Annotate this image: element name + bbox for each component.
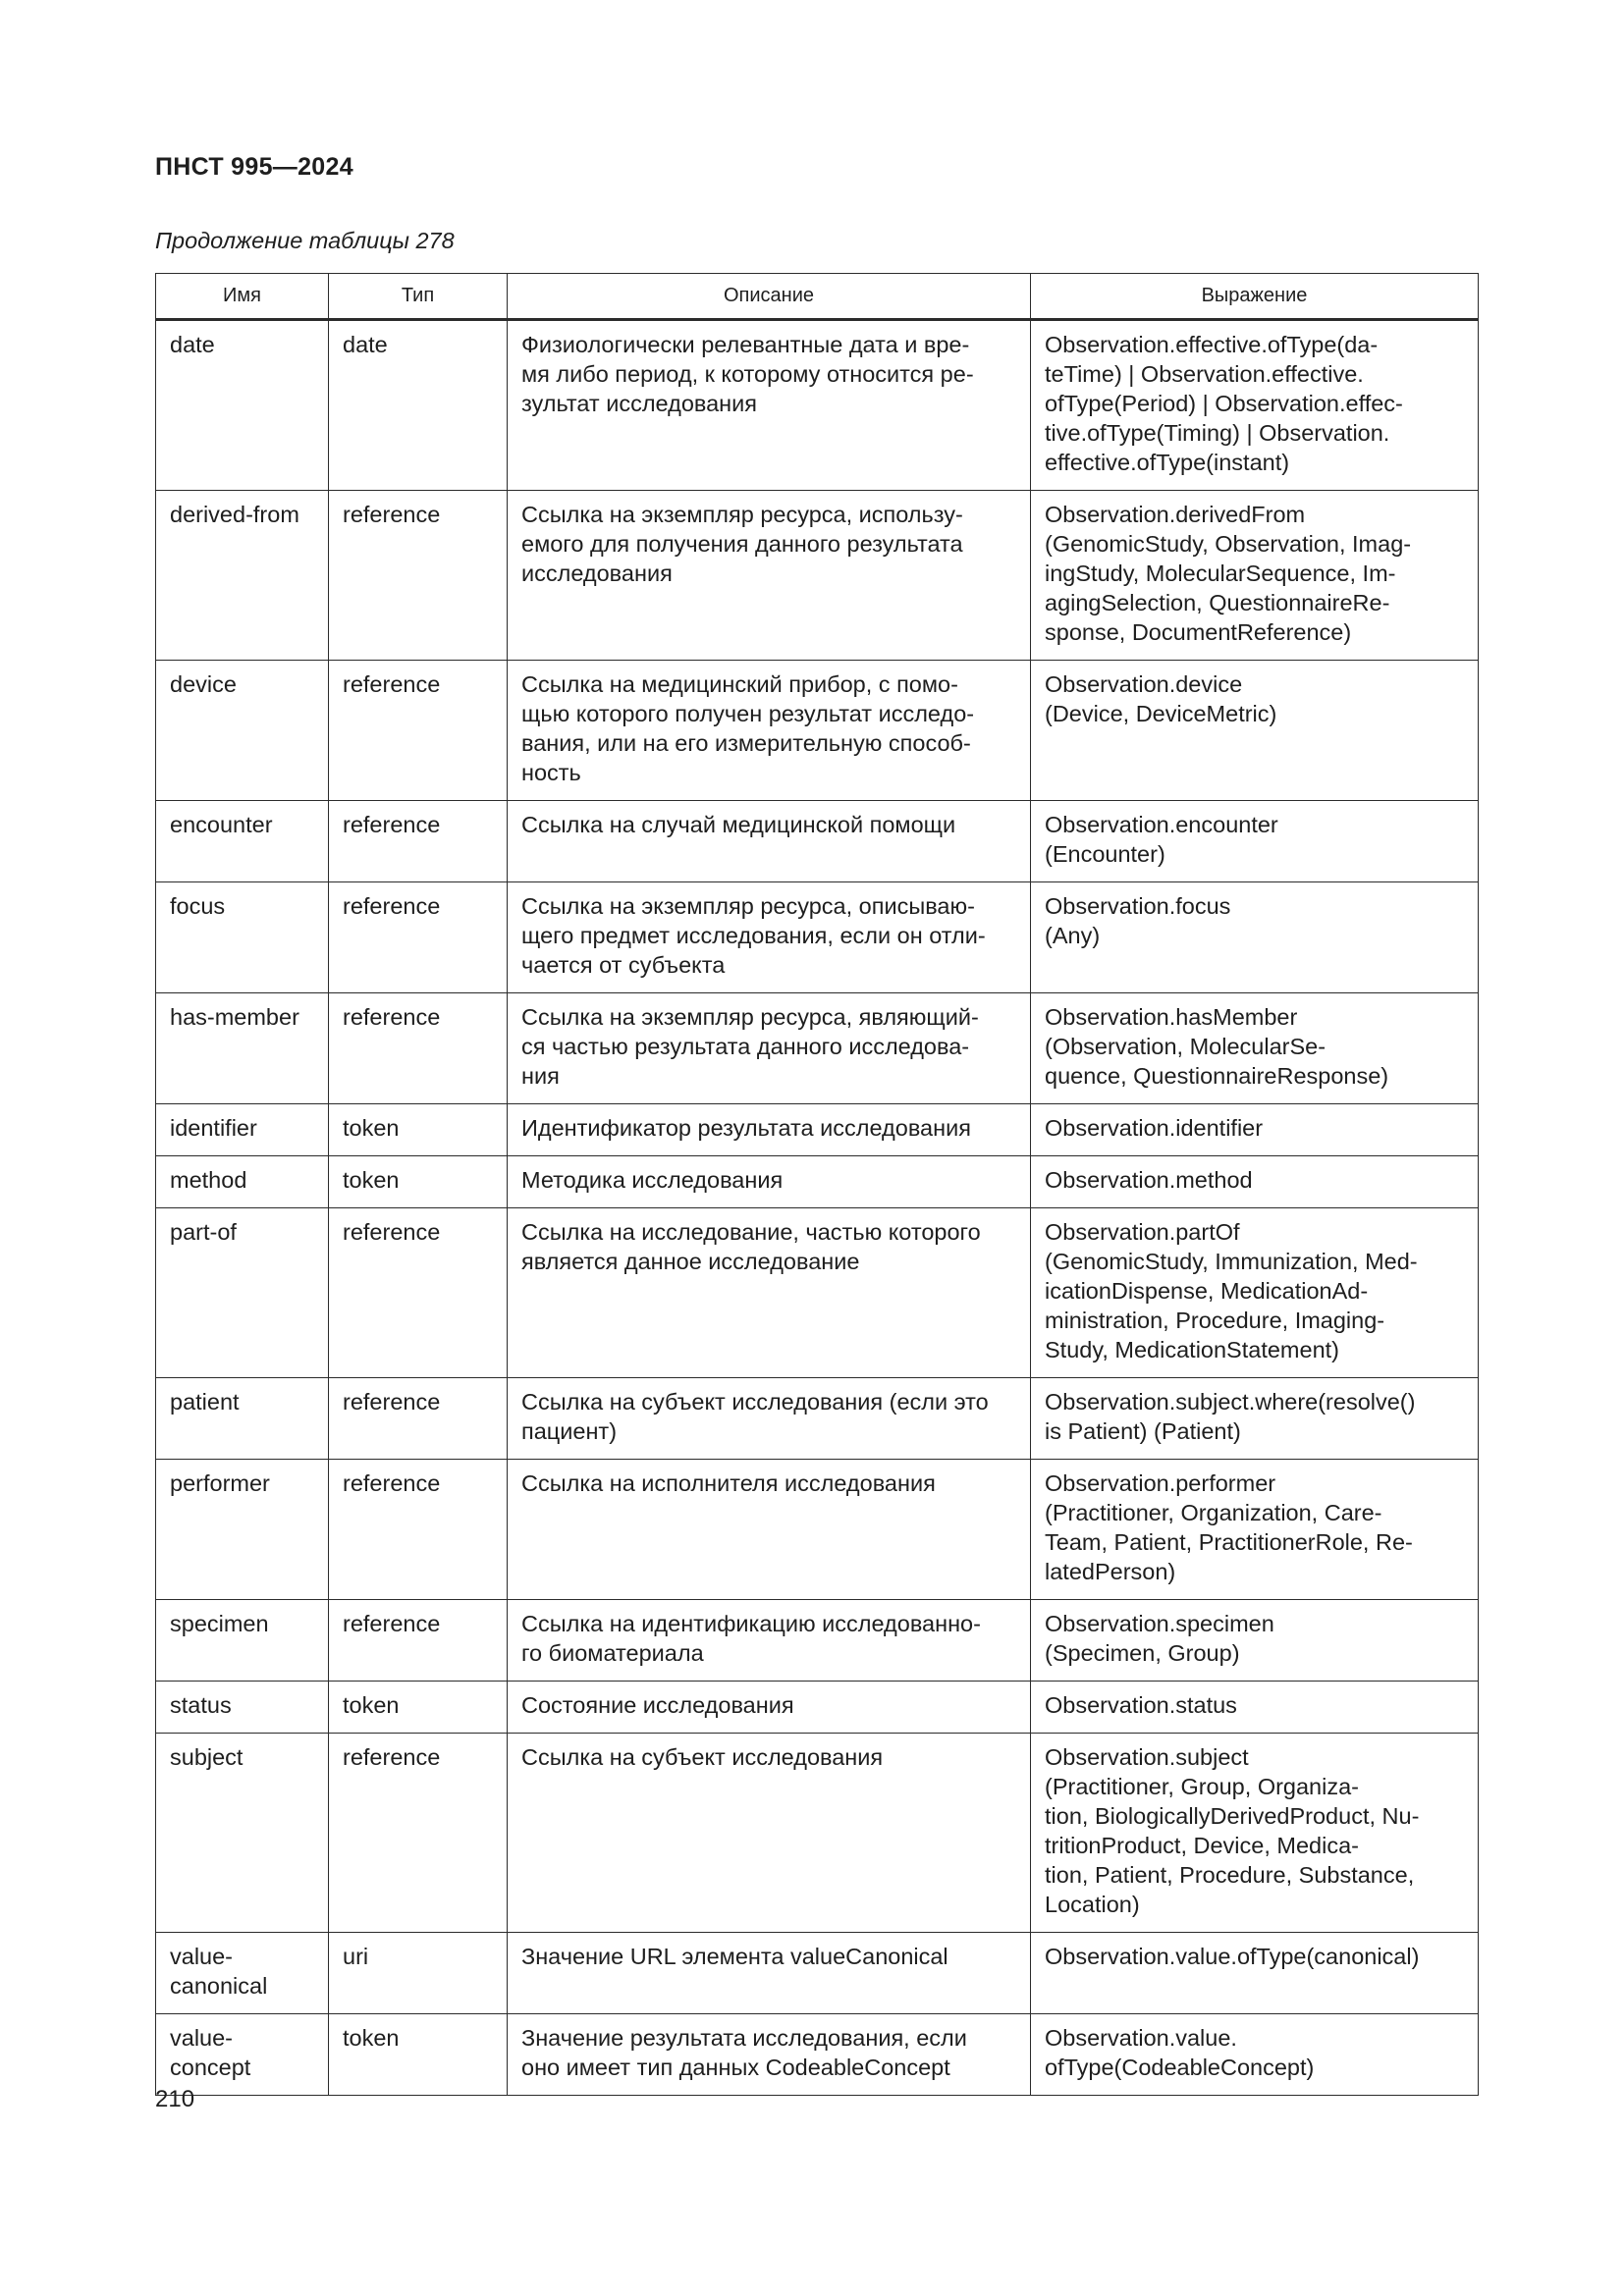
cell-line: пациент) xyxy=(521,1418,618,1444)
cell-line: Observation.status xyxy=(1045,1692,1237,1718)
cell-line: reference xyxy=(343,812,441,837)
cell-line: focus xyxy=(170,893,226,919)
cell-line: Observation.identifier xyxy=(1045,1115,1264,1141)
cell-line: token xyxy=(343,1115,400,1141)
description-cell xyxy=(508,1104,1031,1156)
cell-line: мя либо период, к которому относится ре- xyxy=(521,361,974,387)
description-cell xyxy=(508,2014,1031,2096)
cell-line: value- xyxy=(170,1944,234,1969)
type-cell xyxy=(329,1600,508,1682)
cell-line: reference xyxy=(343,1219,441,1245)
description-cell xyxy=(508,491,1031,661)
expression-cell xyxy=(1031,993,1479,1104)
cell-line: identifier xyxy=(170,1115,257,1141)
cell-line: ofType(Period) | Observation.effec- xyxy=(1045,391,1403,416)
description-cell xyxy=(508,1460,1031,1600)
table-row xyxy=(156,1156,1479,1208)
search-parameters-table xyxy=(155,273,1479,2096)
cell-line: щего предмет исследования, если он отли- xyxy=(521,923,986,948)
document-code: ПНСТ 995—2024 xyxy=(155,153,353,181)
cell-line: reference xyxy=(343,1389,441,1415)
type-cell xyxy=(329,993,508,1104)
cell-line: Значение URL элемента valueCanonical xyxy=(521,1944,948,1969)
cell-line: исследования xyxy=(521,561,673,586)
cell-line: reference xyxy=(343,1470,441,1496)
cell-line: вания, или на его измерительную способ- xyxy=(521,730,971,756)
cell-line: part-of xyxy=(170,1219,237,1245)
cell-line: ingStudy, MolecularSequence, Im- xyxy=(1045,561,1396,586)
cell-line: tritionProduct, Device, Medica- xyxy=(1045,1833,1359,1858)
cell-line: has-member xyxy=(170,1004,299,1030)
table-row xyxy=(156,801,1479,882)
table-row xyxy=(156,2014,1479,2096)
cell-line: uri xyxy=(343,1944,369,1969)
name-cell xyxy=(156,1156,329,1208)
table-row xyxy=(156,993,1479,1104)
description-cell xyxy=(508,1378,1031,1460)
cell-line: Ссылка на экземпляр ресурса, использу- xyxy=(521,502,963,527)
expression-cell xyxy=(1031,1734,1479,1933)
type-cell xyxy=(329,1933,508,2014)
cell-line: (Encounter) xyxy=(1045,841,1165,867)
column-header-type: Тип xyxy=(329,274,508,320)
expression-cell xyxy=(1031,1682,1479,1734)
cell-line: Observation.subject.where(resolve() xyxy=(1045,1389,1416,1415)
cell-line: concept xyxy=(170,2055,251,2080)
table-row xyxy=(156,491,1479,661)
cell-line: Observation.value.ofType(canonical) xyxy=(1045,1944,1420,1969)
type-cell xyxy=(329,1378,508,1460)
cell-line: (Practitioner, Group, Organiza- xyxy=(1045,1774,1359,1799)
cell-line: quence, QuestionnaireResponse) xyxy=(1045,1063,1389,1089)
name-cell xyxy=(156,1208,329,1378)
cell-line: derived-from xyxy=(170,502,299,527)
name-cell xyxy=(156,801,329,882)
cell-line: (Device, DeviceMetric) xyxy=(1045,701,1277,726)
cell-line: reference xyxy=(343,893,441,919)
expression-cell xyxy=(1031,1104,1479,1156)
cell-line: performer xyxy=(170,1470,270,1496)
name-cell xyxy=(156,1104,329,1156)
expression-cell xyxy=(1031,1378,1479,1460)
cell-line: date xyxy=(170,332,215,357)
cell-line: Observation.performer xyxy=(1045,1470,1276,1496)
name-cell xyxy=(156,1734,329,1933)
table-row xyxy=(156,320,1479,491)
expression-cell xyxy=(1031,882,1479,993)
table-row xyxy=(156,1734,1479,1933)
cell-line: Observation.specimen xyxy=(1045,1611,1274,1636)
cell-line: Observation.value. xyxy=(1045,2025,1237,2051)
cell-line: Ссылка на исследование, частью которого xyxy=(521,1219,981,1245)
table-body xyxy=(156,320,1479,2096)
table-row xyxy=(156,882,1479,993)
cell-line: Идентификатор результата исследования xyxy=(521,1115,971,1141)
cell-line: зультат исследования xyxy=(521,391,758,416)
cell-line: Ссылка на субъект исследования xyxy=(521,1744,884,1770)
cell-line: ность xyxy=(521,760,581,785)
name-cell xyxy=(156,1600,329,1682)
description-cell xyxy=(508,1600,1031,1682)
cell-line: емого для получения данного результата xyxy=(521,531,963,557)
cell-line: device xyxy=(170,671,237,697)
cell-line: Observation.method xyxy=(1045,1167,1253,1193)
table-header-row xyxy=(156,274,1479,320)
cell-line: specimen xyxy=(170,1611,269,1636)
name-cell xyxy=(156,2014,329,2096)
cell-line: Физиологически релевантные дата и вре- xyxy=(521,332,970,357)
table-row xyxy=(156,1682,1479,1734)
cell-line: (Specimen, Group) xyxy=(1045,1640,1240,1666)
column-header-expression: Выражение xyxy=(1031,274,1479,320)
description-cell xyxy=(508,1208,1031,1378)
cell-line: Значение результата исследования, если xyxy=(521,2025,967,2051)
column-header-description: Описание xyxy=(508,274,1031,320)
cell-line: Ссылка на медицинский прибор, с помо- xyxy=(521,671,958,697)
cell-line: token xyxy=(343,1692,400,1718)
type-cell xyxy=(329,491,508,661)
cell-line: Team, Patient, PractitionerRole, Re- xyxy=(1045,1529,1413,1555)
cell-line: reference xyxy=(343,1004,441,1030)
cell-line: encounter xyxy=(170,812,273,837)
name-cell xyxy=(156,320,329,491)
type-cell xyxy=(329,1104,508,1156)
description-cell xyxy=(508,801,1031,882)
expression-cell xyxy=(1031,491,1479,661)
cell-line: (Practitioner, Organization, Care- xyxy=(1045,1500,1382,1525)
cell-line: agingSelection, QuestionnaireRe- xyxy=(1045,590,1390,615)
expression-cell xyxy=(1031,1600,1479,1682)
type-cell xyxy=(329,2014,508,2096)
table-row xyxy=(156,1460,1479,1600)
cell-line: token xyxy=(343,2025,400,2051)
table-row xyxy=(156,1208,1479,1378)
table-row xyxy=(156,1933,1479,2014)
cell-line: (Any) xyxy=(1045,923,1101,948)
expression-cell xyxy=(1031,1933,1479,2014)
name-cell xyxy=(156,882,329,993)
name-cell xyxy=(156,661,329,801)
cell-line: token xyxy=(343,1167,400,1193)
expression-cell xyxy=(1031,1156,1479,1208)
cell-line: (GenomicStudy, Immunization, Med- xyxy=(1045,1249,1418,1274)
cell-line: reference xyxy=(343,671,441,697)
table-caption: Продолжение таблицы 278 xyxy=(155,228,455,253)
cell-line: latedPerson) xyxy=(1045,1559,1176,1584)
cell-line: Observation.hasMember xyxy=(1045,1004,1298,1030)
cell-line: Study, MedicationStatement) xyxy=(1045,1337,1339,1362)
type-cell xyxy=(329,320,508,491)
cell-line: value- xyxy=(170,2025,234,2051)
cell-line: date xyxy=(343,332,388,357)
cell-line: teTime) | Observation.effective. xyxy=(1045,361,1364,387)
cell-line: ся частью результата данного исследова- xyxy=(521,1034,970,1059)
cell-line: Observation.derivedFrom xyxy=(1045,502,1306,527)
expression-cell xyxy=(1031,1460,1479,1600)
page-number: 210 xyxy=(155,2086,195,2112)
cell-line: sponse, DocumentReference) xyxy=(1045,619,1352,645)
expression-cell xyxy=(1031,661,1479,801)
table-row xyxy=(156,661,1479,801)
cell-line: щью которого получен результат исследо- xyxy=(521,701,975,726)
type-cell xyxy=(329,1460,508,1600)
cell-line: Методика исследования xyxy=(521,1167,784,1193)
description-cell xyxy=(508,661,1031,801)
cell-line: Ссылка на идентификацию исследованно- xyxy=(521,1611,981,1636)
cell-line: Ссылка на случай медицинской помощи xyxy=(521,812,956,837)
cell-line: ministration, Procedure, Imaging- xyxy=(1045,1308,1385,1333)
cell-line: subject xyxy=(170,1744,244,1770)
cell-line: (GenomicStudy, Observation, Imag- xyxy=(1045,531,1412,557)
cell-line: (Observation, MolecularSe- xyxy=(1045,1034,1326,1059)
cell-line: Observation.focus xyxy=(1045,893,1231,919)
type-cell xyxy=(329,661,508,801)
type-cell xyxy=(329,801,508,882)
cell-line: Location) xyxy=(1045,1892,1140,1917)
type-cell xyxy=(329,1682,508,1734)
name-cell xyxy=(156,1378,329,1460)
name-cell xyxy=(156,1460,329,1600)
cell-line: Observation.device xyxy=(1045,671,1243,697)
cell-line: tion, Patient, Procedure, Substance, xyxy=(1045,1862,1415,1888)
name-cell xyxy=(156,1682,329,1734)
type-cell xyxy=(329,1208,508,1378)
cell-line: является данное исследование xyxy=(521,1249,860,1274)
cell-line: tion, BiologicallyDerivedProduct, Nu- xyxy=(1045,1803,1420,1829)
expression-cell xyxy=(1031,1208,1479,1378)
description-cell xyxy=(508,320,1031,491)
table-header xyxy=(156,274,1479,320)
type-cell xyxy=(329,882,508,993)
description-cell xyxy=(508,1682,1031,1734)
cell-line: icationDispense, MedicationAd- xyxy=(1045,1278,1369,1304)
type-cell xyxy=(329,1156,508,1208)
cell-line: ofType(CodeableConcept) xyxy=(1045,2055,1315,2080)
description-cell xyxy=(508,1933,1031,2014)
table-row xyxy=(156,1378,1479,1460)
cell-line: оно имеет тип данных CodeableConcept xyxy=(521,2055,950,2080)
expression-cell xyxy=(1031,801,1479,882)
expression-cell xyxy=(1031,320,1479,491)
cell-line: reference xyxy=(343,1744,441,1770)
name-cell xyxy=(156,1933,329,2014)
cell-line: Состояние исследования xyxy=(521,1692,794,1718)
name-cell xyxy=(156,993,329,1104)
cell-line: Ссылка на экземпляр ресурса, описываю- xyxy=(521,893,975,919)
cell-line: Ссылка на субъект исследования (если это xyxy=(521,1389,989,1415)
description-cell xyxy=(508,1156,1031,1208)
type-cell xyxy=(329,1734,508,1933)
cell-line: status xyxy=(170,1692,232,1718)
cell-line: tive.ofType(Timing) | Observation. xyxy=(1045,420,1390,446)
cell-line: patient xyxy=(170,1389,240,1415)
cell-line: ния xyxy=(521,1063,560,1089)
cell-line: effective.ofType(instant) xyxy=(1045,450,1290,475)
cell-line: Observation.encounter xyxy=(1045,812,1278,837)
cell-line: reference xyxy=(343,502,441,527)
expression-cell xyxy=(1031,2014,1479,2096)
description-cell xyxy=(508,1734,1031,1933)
cell-line: Ссылка на исполнителя исследования xyxy=(521,1470,936,1496)
table-row xyxy=(156,1600,1479,1682)
cell-line: method xyxy=(170,1167,247,1193)
description-cell xyxy=(508,993,1031,1104)
cell-line: reference xyxy=(343,1611,441,1636)
column-header-name: Имя xyxy=(156,274,329,320)
cell-line: Observation.effective.ofType(da- xyxy=(1045,332,1379,357)
cell-line: чается от субъекта xyxy=(521,952,726,978)
cell-line: Ссылка на экземпляр ресурса, являющий- xyxy=(521,1004,979,1030)
description-cell xyxy=(508,882,1031,993)
name-cell xyxy=(156,491,329,661)
cell-line: is Patient) (Patient) xyxy=(1045,1418,1241,1444)
cell-line: Observation.partOf xyxy=(1045,1219,1240,1245)
cell-line: го биоматериала xyxy=(521,1640,704,1666)
table-row xyxy=(156,1104,1479,1156)
cell-line: canonical xyxy=(170,1973,268,1999)
cell-line: Observation.subject xyxy=(1045,1744,1249,1770)
